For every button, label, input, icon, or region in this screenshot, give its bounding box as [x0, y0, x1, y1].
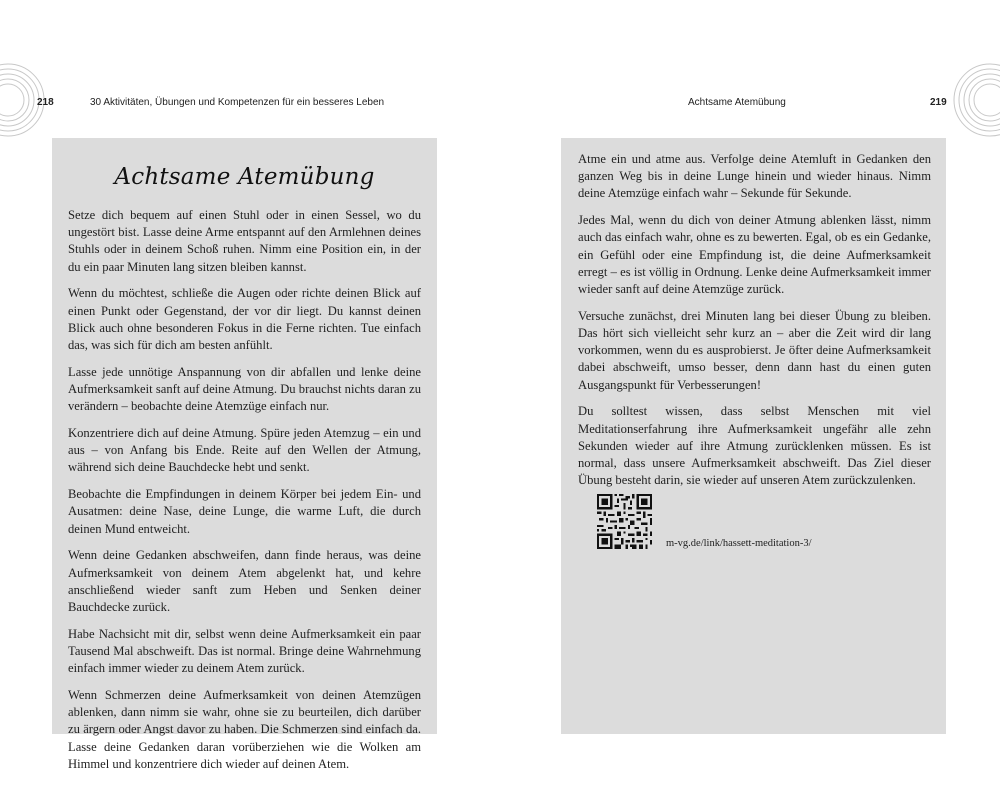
- right-page: [500, 0, 1000, 800]
- exercise-box: [52, 138, 437, 771]
- paragraph: Atme ein und atme aus. Verfolge deine Atemluft in Gedanken den ganzen Weg bis in deine Lunge hinein und wieder hinaus. Nimm deine Atemzüge einfach wahr – Sekunde für Sekunde.: [578, 152, 931, 201]
- paragraph: Beobachte die Empfindungen in deinem Körper bei jedem Ein- und Ausatmen: deine Nase, deine Lunge, die warme Luft, die durch deinen Mund entweicht.: [68, 487, 421, 536]
- paragraph: Konzentriere dich auf deine Atmung. Spüre jeden Atemzug – ein und aus – von Anfang bis Ende. Reite auf den Wellen der Atmung, während sich deine Bauchdecke hebt und senkt.: [68, 426, 421, 475]
- paragraph: Jedes Mal, wenn du dich von deiner Atmung ablenken lässt, nimm auch das einfach wahr, ohne es zu bewerten. Egal, ob es ein Gedanke, ein Gefühl oder eine Empfindung ist, die deine Aufmerksamkeit erregt – es ist völlig in Ordnung. Lenke deine Aufmerksamkeit immer wieder sanft auf deine Atemzüge zurück.: [578, 213, 931, 297]
- page-number: 219: [930, 97, 947, 108]
- circle-ornament-icon: [945, 62, 1000, 138]
- paragraph: Du solltest wissen, dass selbst Menschen mit viel Meditationserfahrung ihre Aufmerksamkeit ungefähr alle zehn Sekunden wieder auf ihre Atmung zurücklenken müssen. Es ist normal, dass unsere Aufmerksamkeit abschweift. Das Ziel dieser Übung besteht darin, sie wieder auf unseren Atem zurückzulenken.: [578, 404, 931, 488]
- paragraph: Versuche zunächst, drei Minuten lang bei dieser Übung zu bleiben. Das hört sich vielleicht sehr kurz an – aber die Zeit wird dir lang vorkommen, wenn du es ausprobierst. Je öfter deine Aufmerksamkeit dabei abschweift, umso besser, denn dann hast du einen guten Ausgangspunkt für Verbesserungen!: [578, 308, 931, 392]
- qr-block: [597, 494, 857, 554]
- paragraph: Wenn du möchtest, schließe die Augen oder richte deinen Blick auf einen Punkt oder Gegenstand, der vor dir liegt. Du kannst deinen Blick auch ohne besonderen Fokus in die Ferne richten. Tue einfach das, was sich für dich am besten anfühlt.: [68, 286, 421, 353]
- running-header: 30 Aktivitäten, Übungen und Kompetenzen für ein besseres Leben: [90, 97, 385, 108]
- running-header: Achtsame Atemübung: [688, 97, 786, 108]
- qr-code-icon[interactable]: [597, 494, 652, 549]
- exercise-box-continued: [561, 138, 946, 734]
- page-number: 218: [37, 97, 54, 108]
- paragraph: Wenn Schmerzen deine Aufmerksamkeit von deinen Atemzügen ablenken, dann nimm sie wahr, ohne sie zu beurteilen, dich darüber zu ärgern oder Angst davor zu haben. Die Schmerzen sind einfach da. Lasse deine Gedanken daran vorüberziehen wie die Wolken am Himmel und konzentriere dich wieder auf deinen Atem.: [68, 688, 421, 771]
- qr-link-url[interactable]: m-vg.de/link/hassett-meditation-3/: [666, 538, 812, 549]
- paragraph: Lasse jede unnötige Anspannung von dir abfallen und lenke deine Aufmerksamkeit sanft auf deine Atmung. Du brauchst nichts daran zu verändern – beobachte deine Atemzüge einfach nur.: [68, 364, 421, 414]
- paragraph: Habe Nachsicht mit dir, selbst wenn deine Aufmerksamkeit ein paar Tausend Mal abschweift. Das ist normal. Bringe deine Wahrnehmung einfach immer wieder zu deinem Atem zurück.: [68, 626, 421, 676]
- exercise-title: Achtsame Atemübung: [114, 164, 375, 190]
- paragraph: Setze dich bequem auf einen Stuhl oder in einen Sessel, wo du ungestört bist. Lasse deine Arme entspannt auf den Armlehnen deines Stuhls oder in deinem Schoß ruhen. Nimm eine Position ein, in der du ein paar Minuten lang sitzen bleiben kannst.: [68, 208, 421, 274]
- paragraph: Wenn deine Gedanken abschweifen, dann finde heraus, was deine Aufmerksamkeit von deinem Atem abgelenkt hat, und kehre anschließend wieder sanft zum Heben und Senken deiner Bauchdecke zurück.: [68, 548, 421, 615]
